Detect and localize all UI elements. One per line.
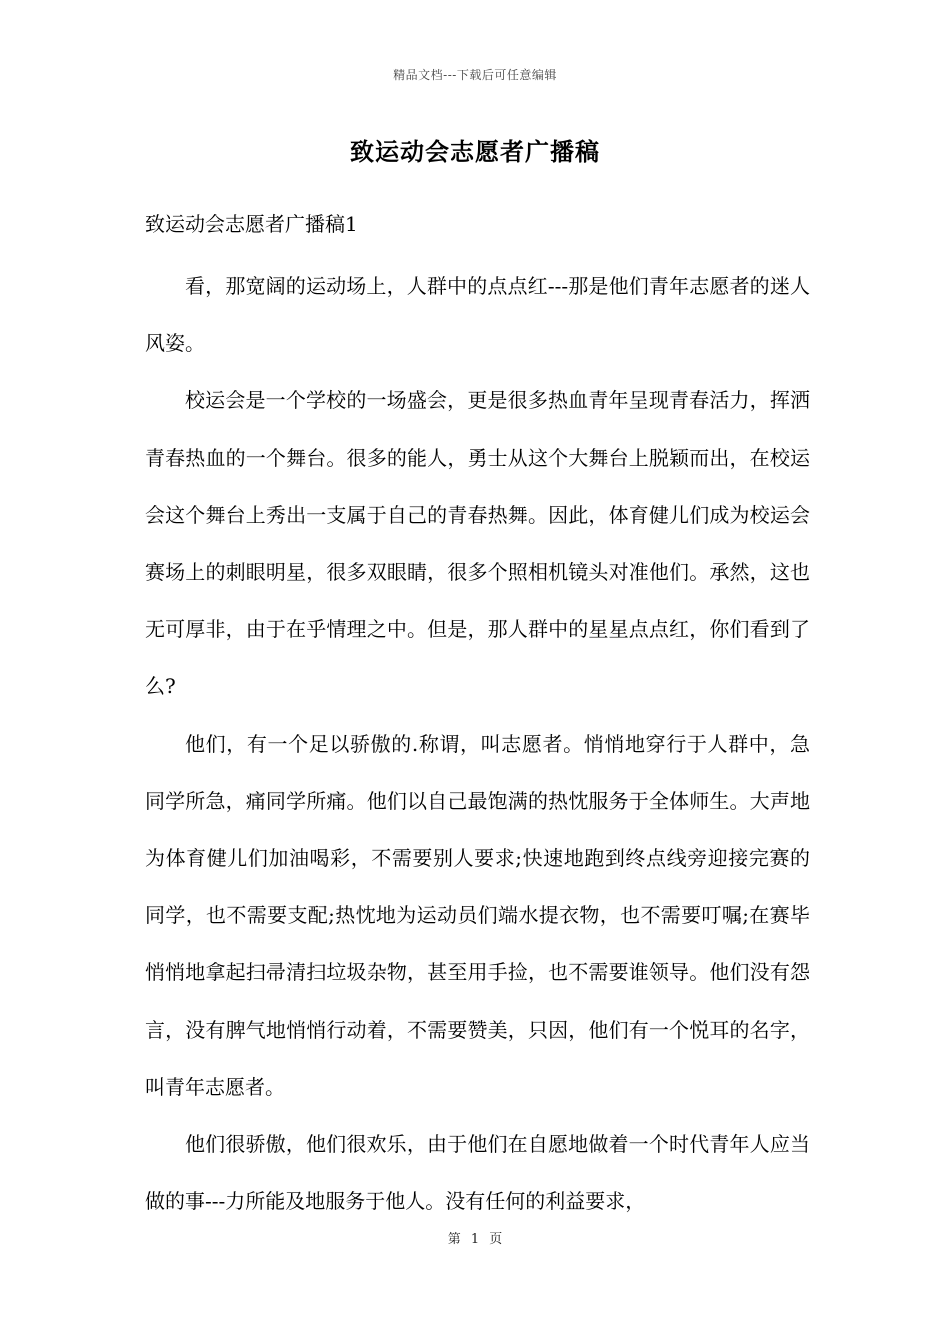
paragraph: 他们很骄傲，他们很欢乐，由于他们在自愿地做着一个时代青年人应当做的事---力所能及地服务于他人。没有任何的利益要求， bbox=[145, 1132, 810, 1214]
document-body bbox=[145, 258, 810, 1230]
paragraph: 校运会是一个学校的一场盛会，更是很多热血青年呈现青春活力，挥洒青春热血的一个舞台。很多的能人，勇士从这个大舞台上脱颖而出，在校运会这个舞台上秀出一支属于自己的青春热舞。因此，体育健儿们成为校运会赛场上的刺眼明星，很多双眼睛，很多个照相机镜头对准他们。承然，这也无可厚非，由于在乎情理之中。但是，那人群中的星星点点红，你们看到了么? bbox=[145, 388, 810, 699]
paragraph: 他们，有一个足以骄傲的.称谓，叫志愿者。悄悄地穿行于人群中，急同学所急，痛同学所痛。他们以自己最饱满的热忱服务于全体师生。大声地为体育健儿们加油喝彩，不需要别人要求;快速地跑到终点线旁迎接完赛的同学，也不需要支配;热忱地为运动员们端水提衣物，也不需要叮嘱;在赛毕悄悄地拿起扫帚清扫垃圾杂物，甚至用手捡，也不需要谁领导。他们没有怨言，没有脾气地悄悄行动着，不需要赞美，只因，他们有一个悦耳的名字，叫青年志愿者。 bbox=[145, 731, 810, 1099]
page-number: 第 1 页 bbox=[447, 1232, 503, 1247]
paragraph: 看，那宽阔的运动场上，人群中的点点红---那是他们青年志愿者的迷人风姿。 bbox=[145, 274, 810, 356]
page-header: 精品文档---下载后可任意编辑 bbox=[393, 68, 557, 82]
section-subtitle: 致运动会志愿者广播稿1 bbox=[145, 212, 358, 236]
document-title: 致运动会志愿者广播稿 bbox=[350, 137, 600, 166]
